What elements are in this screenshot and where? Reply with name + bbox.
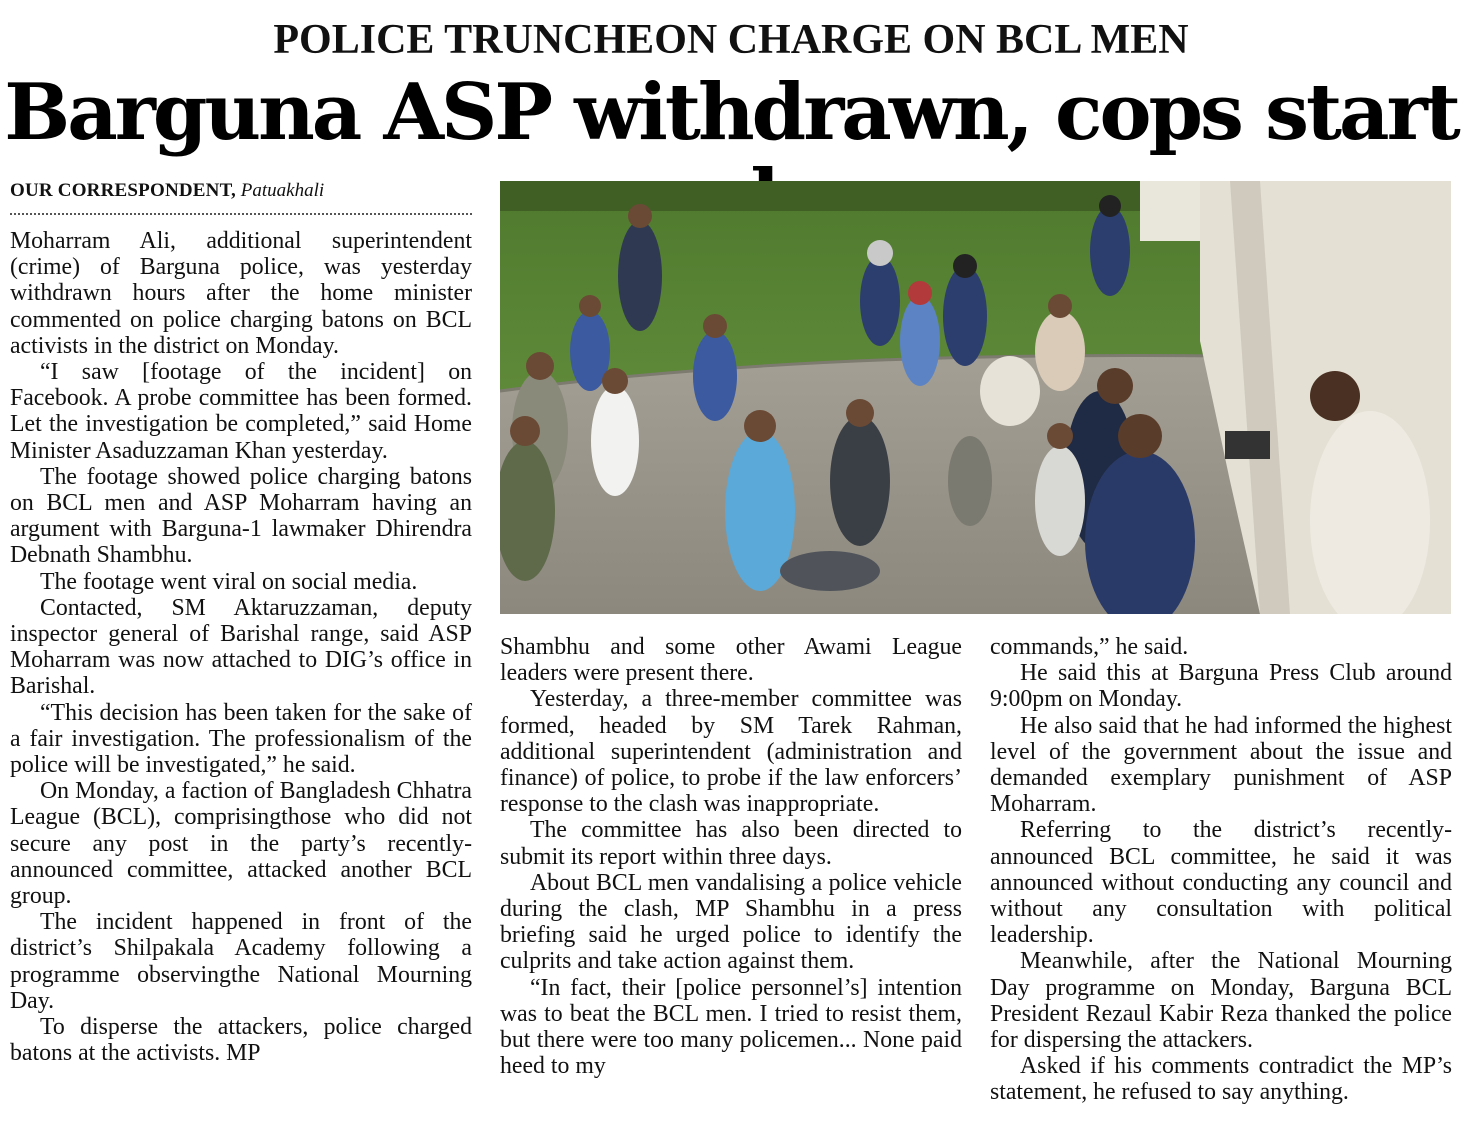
- article-column-2: [500, 634, 962, 1079]
- paragraph: Yesterday, a three-member committee was formed, headed by SM Tarek Rahman, additional superintendent (administration and finance) of police, to probe if the law enforcers’ response to the clash was inappropriate.: [500, 686, 962, 818]
- paragraph: Meanwhile, after the National Mourning Day programme on Monday, Barguna BCL President Rezaul Kabir Reza thanked the police for dispersing the attackers.: [990, 948, 1452, 1054]
- paragraph: The footage showed police charging batons on BCL men and ASP Moharram having an argument with Barguna-1 lawmaker Dhirendra Debnath Shambhu.: [10, 463, 472, 569]
- paragraph: commands,” he said.: [990, 634, 1189, 660]
- byline-author: OUR CORRESPONDENT,: [10, 180, 236, 201]
- byline: [10, 180, 472, 202]
- paragraph: On Monday, a faction of Bangladesh Chhatra League (BCL), comprisingthose who did not secure any post in the party’s recently-announced committee, attacked another BCL group.: [10, 778, 472, 910]
- paragraph: The committee has also been directed to submit its report within three days.: [500, 817, 962, 870]
- paragraph: He said this at Barguna Press Club around 9:00pm on Monday.: [990, 660, 1452, 713]
- paragraph: The footage went viral on social media.: [40, 568, 418, 595]
- paragraph: To disperse the attackers, police charged batons at the activists. MP: [10, 1014, 472, 1067]
- news-photo: [500, 181, 1451, 614]
- paragraph: Asked if his comments contradict the MP’s statement, he refused to say anything.: [990, 1053, 1452, 1106]
- paragraph: “I saw [footage of the incident] on Facebook. A probe committee has been formed. Let the investigation be completed,” said Home Minister Asaduzzaman Khan yesterday.: [10, 359, 472, 464]
- kicker: POLICE TRUNCHEON CHARGE ON BCL MEN: [273, 17, 1189, 63]
- photo-illustration: [500, 181, 1451, 614]
- article-column-1: [10, 228, 472, 1067]
- paragraph: About BCL men vandalising a police vehicle during the clash, MP Shambhu in a press briefing said he urged police to identify the culprits and take action against them.: [500, 869, 962, 975]
- paragraph: Contacted, SM Aktaruzzaman, deputy inspector general of Barishal range, said ASP Moharram was now attached to DIG’s office in Barishal.: [10, 594, 472, 700]
- paragraph: Referring to the district’s recently-announced BCL committee, he said it was announced without conducting any council and without any consultation with political leadership.: [990, 817, 1452, 949]
- paragraph: “In fact, their [police personnel’s] intention was to beat the BCL men. I tried to resist them, but there were too many policemen... None paid heed to my: [500, 974, 962, 1080]
- paragraph: He also said that he had informed the highest level of the government about the issue and demanded exemplary punishment of ASP Moharram.: [990, 712, 1452, 818]
- paragraph: “This decision has been taken for the sake of a fair investigation. The professionalism of the police will be investigated,” he said.: [10, 699, 472, 779]
- paragraph: The incident happened in front of the district’s Shilpakala Academy following a programme observingthe National Mourning Day.: [10, 909, 472, 1014]
- paragraph: Moharram Ali, additional superintendent (crime) of Barguna police, was yesterday withdrawn hours after the home minister commented on police charging batons on BCL activists in the district on Monday.: [10, 228, 472, 359]
- article-column-3: [990, 634, 1452, 1106]
- byline-place: Patuakhali: [240, 180, 325, 201]
- byline-divider: [10, 213, 472, 215]
- paragraph: Shambhu and some other Awami League leaders were present there.: [500, 634, 962, 687]
- headline: Barguna ASP withdrawn, cops start: [4, 67, 1458, 158]
